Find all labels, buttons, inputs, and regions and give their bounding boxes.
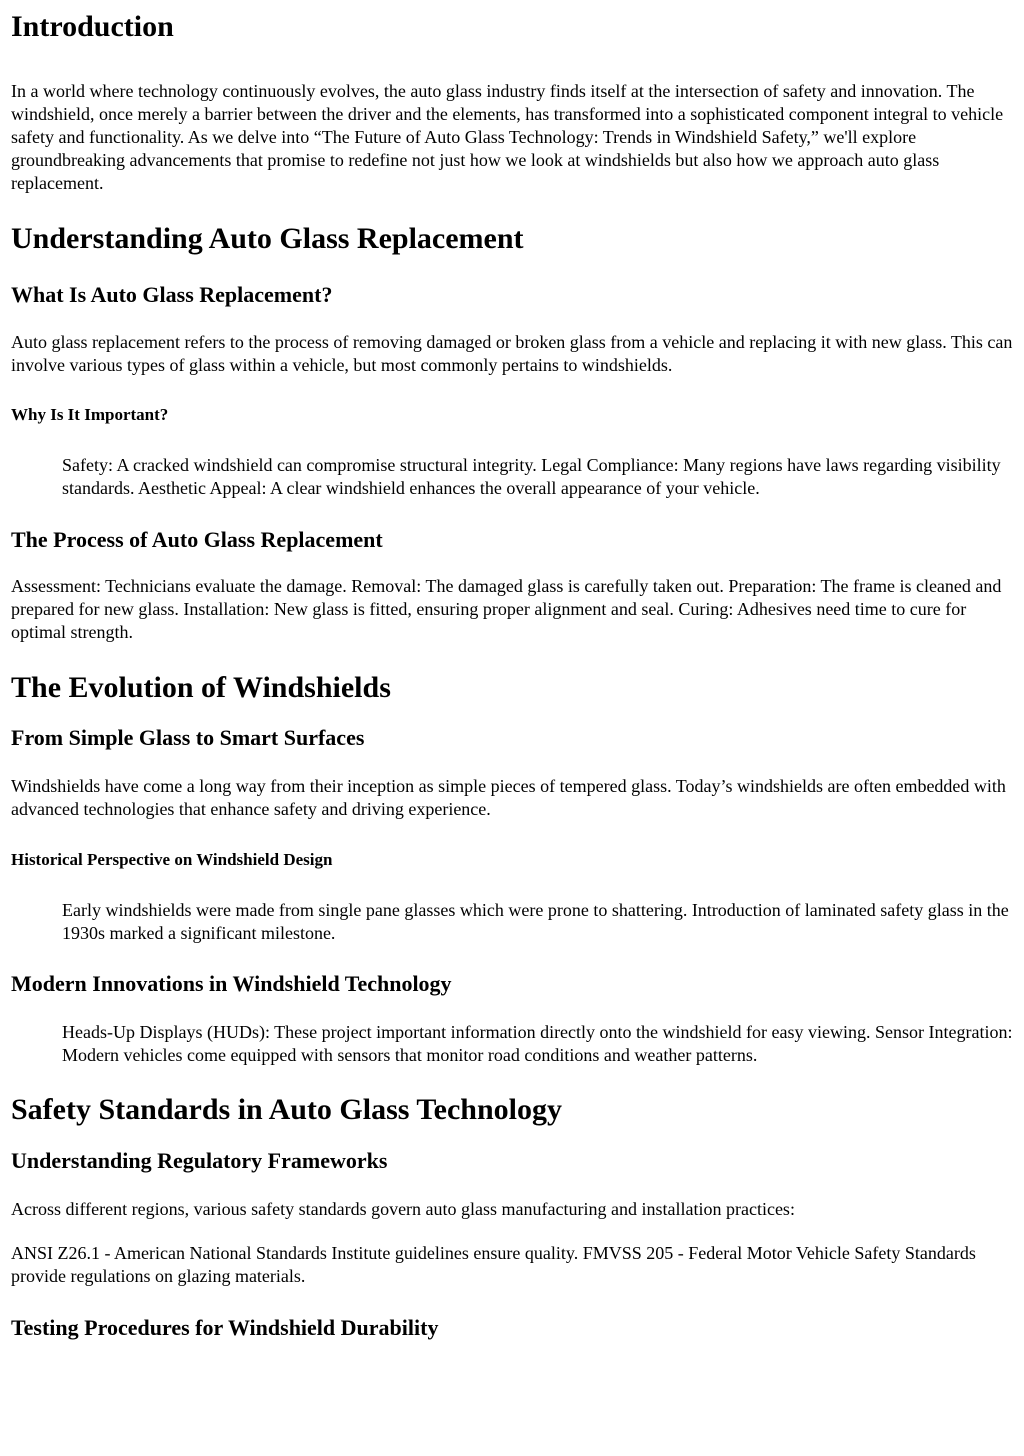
quote-why-is-it-important: Safety: A cracked windshield can compromise structural integrity. Legal Compliance: Many regions have laws regarding visibility standards. Aesthetic Appeal: A clear windshield enhances the overall appearance of your vehicle. bbox=[62, 455, 1001, 498]
heading-introduction: Introduction bbox=[11, 10, 174, 43]
heading-regulatory-frameworks: Understanding Regulatory Frameworks bbox=[11, 1148, 388, 1173]
article bbox=[0, 10, 1024, 1341]
paragraph-introduction: In a world where technology continuously evolves, the auto glass industry finds itself at the intersection of safety and innovation. The windshield, once merely a barrier between the driver and the elements, has transformed into a sophisticated component integral to vehicle safety and functionality. As we delve into “The Future of Auto Glass Technology: Trends in Windshield Safety,” we'll explore groundbreaking advancements that promise to redefine not just how we look at windshields but also how we approach auto glass replacement. bbox=[11, 81, 1004, 193]
heading-safety-standards: Safety Standards in Auto Glass Technology bbox=[11, 1093, 562, 1126]
paragraph-regulatory-frameworks-intro: Across different regions, various safety standards govern auto glass manufacturing and installation practices: bbox=[11, 1199, 795, 1219]
paragraph-what-is-auto-glass-replacement: Auto glass replacement refers to the process of removing damaged or broken glass from a vehicle and replacing it with new glass. This can involve various types of glass within a vehicle, but most commonly pertains to windshields. bbox=[11, 332, 1013, 375]
heading-testing-procedures: Testing Procedures for Windshield Durability bbox=[11, 1315, 439, 1340]
heading-what-is-auto-glass-replacement: What Is Auto Glass Replacement? bbox=[11, 282, 333, 307]
paragraph-regulatory-frameworks-standards: ANSI Z26.1 - American National Standards Institute guidelines ensure quality. FMVSS 205 - Federal Motor Vehicle Safety Standards provide regulations on glazing materials. bbox=[11, 1243, 976, 1286]
heading-evolution-of-windshields: The Evolution of Windshields bbox=[11, 671, 391, 704]
heading-modern-innovations: Modern Innovations in Windshield Technology bbox=[11, 971, 452, 996]
paragraph-simple-glass-to-smart-surfaces: Windshields have come a long way from their inception as simple pieces of tempered glass. Today’s windshields are often embedded with advanced technologies that enhance safety and driving experience. bbox=[11, 776, 1006, 819]
heading-why-is-it-important: Why Is It Important? bbox=[11, 405, 169, 424]
heading-process-of-auto-glass-replacement: The Process of Auto Glass Replacement bbox=[11, 527, 383, 552]
heading-simple-glass-to-smart-surfaces: From Simple Glass to Smart Surfaces bbox=[11, 725, 365, 750]
paragraph-process-of-auto-glass-replacement: Assessment: Technicians evaluate the damage. Removal: The damaged glass is carefully taken out. Preparation: The frame is cleaned and prepared for new glass. Installation: New glass is fitted, ensuring proper alignment and seal. Curing: Adhesives need time to cure for optimal strength. bbox=[11, 576, 1002, 642]
quote-historical-perspective: Early windshields were made from single pane glasses which were prone to shattering. Introduction of laminated safety glass in the 1930s marked a significant milestone. bbox=[62, 900, 1009, 943]
heading-understanding-auto-glass-replacement: Understanding Auto Glass Replacement bbox=[11, 222, 524, 255]
quote-modern-innovations: Heads-Up Displays (HUDs): These project important information directly onto the windshield for easy viewing. Sensor Integration: Modern vehicles come equipped with sensors that monitor road conditions and weather patterns. bbox=[62, 1022, 1013, 1065]
heading-historical-perspective: Historical Perspective on Windshield Design bbox=[11, 850, 333, 869]
